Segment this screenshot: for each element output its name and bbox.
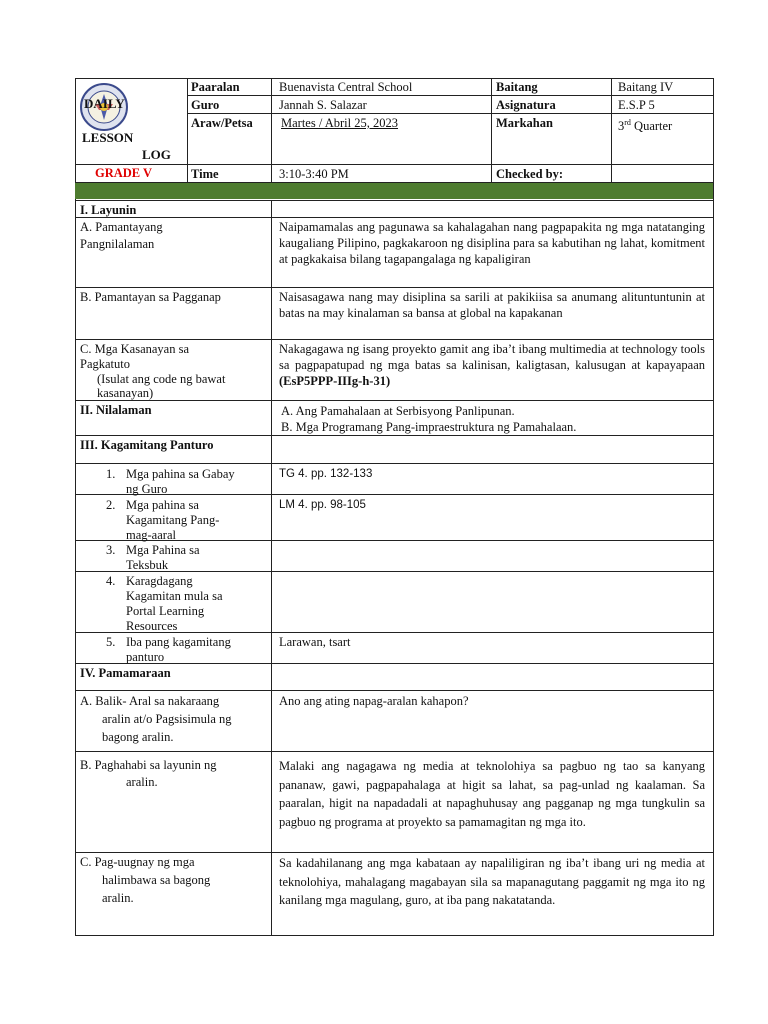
kagamitan-1-value: TG 4. pp. 132-133 [279, 468, 373, 480]
kagamitan-5-number: 5. [106, 635, 116, 649]
kasanayan-label-3: (Isulat ang code ng bawat [97, 372, 226, 386]
pagganap-label: B. Pamantayan sa Pagganap [80, 290, 221, 304]
pagganap-text: Naisasagawa nang may disiplina sa sarili at pakikiisa sa anumang alituntuntunin at batas na may kinalaman sa bansa at global na kapakanan [279, 290, 705, 320]
kagamitan-1-label-1: Mga pahina sa Gabay [126, 467, 235, 481]
time-value: 3:10-3:40 PM [279, 167, 349, 181]
kagamitan-2-label-2: Kagamitang Pang- [126, 513, 220, 527]
kagamitan-2-label-1: Mga pahina sa [126, 498, 199, 512]
school-value: Buenavista Central School [279, 80, 413, 94]
subject-value: E.S.P 5 [618, 98, 655, 112]
pag-uugnay-label-2: halimbawa sa bagong [102, 873, 211, 887]
nilalaman-item-b: B. Mga Programang Pang-impraestruktura ng Pamahalaan. [281, 420, 577, 434]
balik-aral-text: Ano ang ating napag-aralan kahapon? [279, 694, 469, 708]
kagamitan-5-label-1: Iba pang kagamitang [126, 635, 231, 649]
kagamitan-2-number: 2. [106, 498, 116, 512]
grade-level-value: Baitang IV [618, 80, 674, 94]
teacher-value: Jannah S. Salazar [279, 98, 367, 112]
kagamitan-4-number: 4. [106, 574, 116, 588]
kagamitan-1-number: 1. [106, 467, 116, 481]
title-log: LOG [142, 147, 171, 162]
kagamitan-4-label-1: Karagdagang [126, 574, 193, 588]
section-kagamitan: III. Kagamitang Panturo [80, 438, 214, 452]
quarter-word: Quarter [634, 119, 673, 134]
nilalaman-item-a: A. Ang Pamahalaan at Serbisyong Panlipunan. [281, 404, 515, 418]
title-daily: DAILY [84, 96, 125, 111]
kagamitan-2-label-3: mag-aaral [126, 528, 176, 542]
kagamitan-3-label-2: Teksbuk [126, 558, 169, 572]
checked-by-label: Checked by: [496, 167, 564, 181]
quarter-value [618, 115, 672, 134]
grade-level-label: Baitang [496, 80, 538, 94]
balik-aral-label-2: aralin at/o Pagsisimula ng [102, 712, 232, 726]
date-value: Martes / Abril 25, 2023 [281, 116, 399, 130]
kagamitan-4-label-2: Kagamitan mula sa [126, 589, 223, 603]
quarter-label: Markahan [496, 116, 553, 130]
kasanayan-label-1: C. Mga Kasanayan sa [80, 342, 189, 356]
kasanayan-text [279, 341, 705, 389]
grade-label: GRADE V [95, 166, 153, 180]
kagamitan-4-label-3: Portal Learning [126, 604, 205, 618]
title-lesson: LESSON [82, 130, 134, 145]
kasanayan-body: Nakagagawa ng isang proyekto gamit ang iba’t ibang multimedia at technology tools sa pagpapatupad ng mga batas sa kalinisan, kaligtasan, kalusugan at kapayapaan [279, 342, 705, 372]
school-label: Paaralan [191, 80, 240, 94]
date-label: Araw/Petsa [191, 116, 253, 130]
quarter-suffix: rd [624, 118, 631, 127]
balik-aral-label-1: A. Balik- Aral sa nakaraang [80, 694, 220, 708]
section-divider-bar [75, 183, 713, 199]
pag-uugnay-label-3: aralin. [102, 891, 134, 905]
kagamitan-2-value: LM 4. pp. 98-105 [279, 499, 366, 511]
pamantayang-label-2: Pangnilalaman [80, 237, 155, 251]
kagamitan-1-label-2: ng Guro [126, 482, 168, 496]
time-label: Time [191, 167, 219, 181]
pamantayang-text: Naipamamalas ang pagunawa sa kahalagahan nang pagpapakita ng mga natatanging kaugaliang Pilipino, pagkakaroon ng disiplina para sa kabutihan ng lahat, komitment at pagkakaisa bilang tagapangalaga ng kapaligiran [279, 220, 705, 266]
kagamitan-5-label-2: panturo [126, 650, 165, 664]
kasanayan-label-4: kasanayan) [97, 386, 154, 400]
section-layunin: I. Layunin [80, 203, 137, 217]
quarter-number: 3 [618, 119, 625, 134]
kagamitan-3-number: 3. [106, 543, 116, 557]
section-pamamaraan: IV. Pamamaraan [80, 666, 171, 680]
pamantayang-label-1: A. Pamantayang [80, 220, 163, 234]
subject-label: Asignatura [496, 98, 556, 112]
pag-uugnay-label-1: C. Pag-uugnay ng mga [80, 855, 195, 869]
kagamitan-4-label-4: Resources [126, 619, 178, 633]
kasanayan-code: (EsP5PPP-IIIg-h-31) [279, 374, 391, 388]
section-nilalaman: II. Nilalaman [80, 403, 152, 417]
paghahabi-label-2: aralin. [126, 775, 158, 789]
kasanayan-label-2: Pagkatuto [80, 357, 130, 371]
pag-uugnay-text: Sa kadahilanang ang mga kabataan ay napaliligiran ng iba’t ibang uri ng media at teknolohiya, mahalagang magabayan sila sa mapanagutang paggamit ng mga ito ng kanilang mga magulang, guro, at iba pang nakatatanda. [279, 856, 705, 907]
kagamitan-5-value: Larawan, tsart [279, 635, 351, 649]
paghahabi-label-1: B. Paghahabi sa layunin ng [80, 758, 217, 772]
paghahabi-text: Malaki ang nagagawa ng media at teknolohiya sa pagbuo ng tao sa kanyang pananaw, gawi, pagpapahalaga at higit sa lahat, sa pag-unlad ng kaalaman. Sa paaralan, higit na napadadali at napaghuhusay ang pagganap ng mga tungkulin sa pagbuo ng programa at proyekto sa pamamagitan ng mga ito. [279, 759, 705, 829]
balik-aral-label-3: bagong aralin. [102, 730, 174, 744]
teacher-label: Guro [191, 98, 220, 112]
kagamitan-3-label-1: Mga Pahina sa [126, 543, 200, 557]
